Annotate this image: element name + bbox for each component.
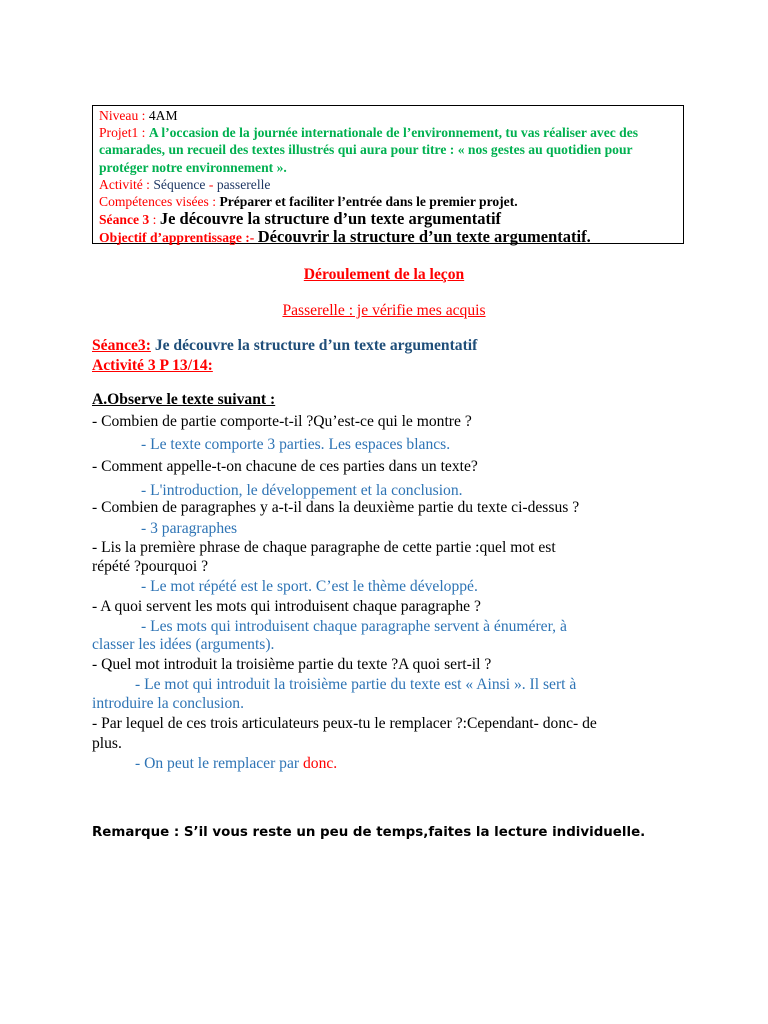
answer-3: - 3 paragraphes	[141, 520, 238, 537]
activite-value-2: passerelle	[216, 176, 271, 192]
projet-text: A l’occasion de la journée internationale de l’environnement, tu vas réaliser avec des camarades, un recueil des textes illustrés qui aura pour titre : « nos gestes au quotidien pour protéger notre environnement ».	[99, 125, 639, 175]
answer-4: - Le mot répété est le sport. C’est le thème développé.	[141, 578, 478, 595]
answer-7-prefix: - On peut le remplacer par	[135, 755, 300, 772]
seance3-heading	[92, 337, 477, 355]
activite-value-1: Séquence	[153, 176, 206, 192]
answer-5-line-2: classer les idées (arguments).	[92, 636, 275, 653]
answer-1: - Le texte comporte 3 parties. Les espaces blancs.	[141, 436, 451, 453]
deroulement-title: Déroulement de la leçon	[303, 266, 465, 283]
answer-6-line-2: introduire la conclusion.	[92, 695, 245, 712]
activite-label: Activité :	[99, 176, 150, 192]
competences-line	[99, 193, 677, 210]
seance-value: Je découvre la structure d’un texte argumentatif	[159, 209, 502, 229]
objectif-line	[99, 228, 677, 246]
remarque-note: Remarque : S’il vous reste un peu de temps,faites la lecture individuelle.	[92, 825, 646, 840]
question-2: - Comment appelle-t-on chacune de ces parties dans un texte?	[92, 458, 478, 475]
answer-2: - L'introduction, le développement et la conclusion.	[141, 482, 463, 499]
competences-value: Préparer et faciliter l’entrée dans le premier projet.	[219, 194, 518, 210]
niveau-label: Niveau :	[99, 108, 146, 123]
competences-label: Compétences visées :	[99, 194, 217, 210]
answer-7-word: donc.	[303, 755, 338, 772]
objectif-value: Découvrir la structure d’un texte argumentatif.	[257, 227, 591, 247]
question-1: - Combien de partie comporte-t-il ?Qu’est-ce qui le montre ?	[92, 413, 472, 430]
passerelle-title: Passerelle : je vérifie mes acquis	[282, 302, 486, 319]
activite-line	[99, 176, 677, 193]
objectif-label: Objectif d’apprentissage :-	[99, 230, 255, 246]
niveau-line	[99, 107, 677, 124]
question-6: - Quel mot introduit la troisième partie du texte ?A quoi sert-il ?	[92, 656, 492, 673]
question-3: - Combien de paragraphes y a-t-il dans la deuxième partie du texte ci-dessus ?	[92, 499, 580, 516]
seance3-label: Séance3:	[92, 337, 151, 354]
question-4-line-1: - Lis la première phrase de chaque paragraphe de cette partie :quel mot est	[92, 539, 556, 556]
question-5: - A quoi servent les mots qui introduisent chaque paragraphe ?	[92, 598, 481, 615]
niveau-value: 4AM	[148, 108, 178, 123]
activite-separator: -	[208, 176, 214, 192]
answer-7	[135, 755, 337, 773]
seance-line	[99, 210, 677, 228]
answer-6-line-1: - Le mot qui introduit la troisième partie du texte est « Ainsi ». Il sert à	[135, 676, 577, 693]
lesson-header-box	[92, 105, 684, 247]
projet-label: Projet1 :	[99, 125, 146, 141]
projet-line	[99, 124, 677, 176]
activite3-heading: Activité 3 P 13/14:	[92, 357, 213, 374]
seance-colon: :	[152, 212, 157, 228]
question-7-line-2: plus.	[92, 735, 122, 752]
question-7-line-1: - Par lequel de ces trois articulateurs peux-tu le remplacer ?:Cependant- donc- de	[92, 715, 597, 732]
question-4-line-2: répété ?pourquoi ?	[92, 558, 209, 575]
answer-5-line-1: - Les mots qui introduisent chaque paragraphe servent à énumérer, à	[141, 618, 567, 635]
seance-label: Séance 3	[99, 212, 150, 228]
seance3-title: Je découvre la structure d’un texte argumentatif	[154, 337, 478, 354]
observe-title: A.Observe le texte suivant :	[92, 391, 276, 408]
